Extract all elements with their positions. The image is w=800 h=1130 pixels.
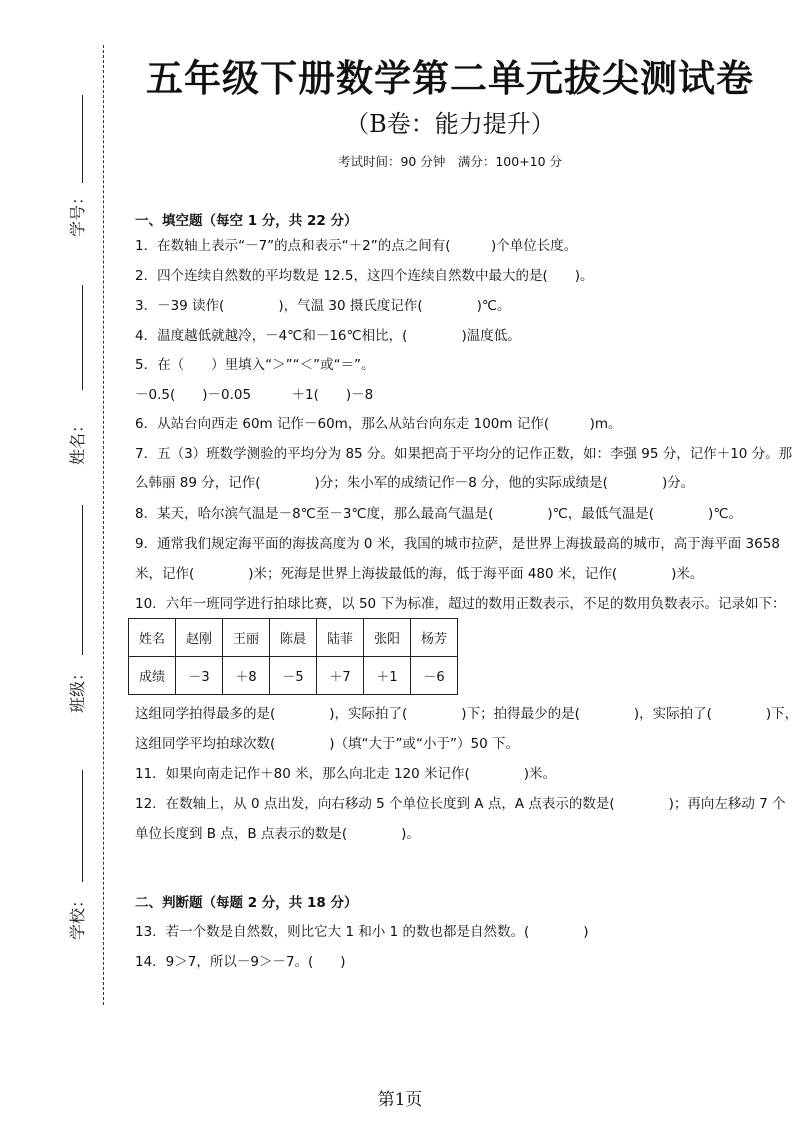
question-13: 13．若一个数是自然数，则比它大 1 和小 1 的数也都是自然数。( ) xyxy=(135,924,589,940)
question-12-line-1: 12．在数轴上，从 0 点出发，向右移动 5 个单位长度到 A 点，A 点表示的数是( )；再向左移动 7 个 xyxy=(135,796,786,812)
page-subtitle: （B卷：能力提升） xyxy=(345,110,555,138)
class-label: 班级： xyxy=(68,664,87,713)
student-id-label: 学号： xyxy=(68,188,87,237)
table-cell: 赵刚 xyxy=(176,619,223,657)
table-cell: －6 xyxy=(411,657,458,695)
table-cell: ＋7 xyxy=(317,657,364,695)
binding-dashed-line xyxy=(103,45,104,1005)
score-table xyxy=(128,618,458,695)
question-10-answer-line-2: 这组同学平均拍球次数( )（填“大于”或“小于”）50 下。 xyxy=(135,736,519,752)
exam-meta: 考试时间：90 分钟 满分：100+10 分 xyxy=(337,154,563,169)
table-cell: ＋1 xyxy=(364,657,411,695)
question-2: 2．四个连续自然数的平均数是 12.5，这四个连续自然数中最大的是( )。 xyxy=(135,268,594,284)
page-title: 五年级下册数学第二单元拔尖测试卷 xyxy=(146,56,754,100)
school-label: 学校： xyxy=(68,891,87,940)
question-10-answer-line-1: 这组同学拍得最多的是( )，实际拍了( )下；拍得最少的是( )，实际拍了( )下， xyxy=(135,706,799,722)
question-12-line-2: 单位长度到 B 点，B 点表示的数是( )。 xyxy=(135,826,420,842)
section-heading-true-false: 二、判断题（每题 2 分，共 18 分） xyxy=(135,895,358,911)
name-field[interactable] xyxy=(58,285,98,465)
table-cell: 张阳 xyxy=(364,619,411,657)
question-7-line-1: 7．五（3）班数学测验的平均分为 85 分。如果把高于平均分的记作正数，如：李强 95 分，记作＋10 分。那 xyxy=(135,446,793,462)
student-id-blank-line xyxy=(82,95,83,183)
question-11: 11．如果向南走记作＋80 米，那么向北走 120 米记作( )米。 xyxy=(135,766,557,782)
student-id-field[interactable] xyxy=(58,95,98,275)
question-10: 10．六年一班同学进行拍球比赛，以 50 下为标准，超过的数用正数表示，不足的数用负数表示。记录如下： xyxy=(135,596,786,612)
question-9-line-2: 米，记作( )米；死海是世界上海拔最低的海，低于海平面 480 米，记作( )米。 xyxy=(135,566,704,582)
table-header-row xyxy=(129,619,458,657)
question-3: 3．－39 读作( )，气温 30 摄氏度记作( )℃。 xyxy=(135,298,511,314)
class-field[interactable] xyxy=(58,505,98,715)
table-cell: 姓名 xyxy=(129,619,176,657)
table-cell: －3 xyxy=(176,657,223,695)
class-blank-line xyxy=(82,505,83,655)
table-cell: 陆菲 xyxy=(317,619,364,657)
school-field[interactable] xyxy=(58,770,98,960)
table-cell: 王丽 xyxy=(223,619,270,657)
question-5: 5．在（ ）里填入“＞”“＜”或“＝”。 xyxy=(135,357,375,373)
question-4: 4．温度越低就越冷，－4℃和－16℃相比，( )温度低。 xyxy=(135,328,521,344)
table-row xyxy=(129,657,458,695)
school-blank-line xyxy=(82,770,83,882)
table-cell: ＋8 xyxy=(223,657,270,695)
question-8: 8．某天，哈尔滨气温是－8℃至－3℃度，那么最高气温是( )℃，最低气温是( )℃。 xyxy=(135,506,742,522)
question-7-line-2: 么韩丽 89 分，记作( )分；朱小军的成绩记作－8 分，他的实际成绩是( )分。 xyxy=(135,475,695,491)
question-14: 14．9＞7，所以－9＞－7。( ) xyxy=(135,954,346,970)
table-cell: －5 xyxy=(270,657,317,695)
name-blank-line xyxy=(82,285,83,390)
table-cell: 成绩 xyxy=(129,657,176,695)
section-heading-fill-in: 一、填空题（每空 1 分，共 22 分） xyxy=(135,213,358,229)
question-9-line-1: 9．通常我们规定海平面的海拔高度为 0 米，我国的城市拉萨，是世界上海拔最高的城市，高于海平面 3658 xyxy=(135,536,780,552)
table-cell: 陈晨 xyxy=(270,619,317,657)
question-1: 1．在数轴上表示“－7”的点和表示“＋2”的点之间有( )个单位长度。 xyxy=(135,238,578,254)
page-number: 第1页 xyxy=(377,1090,423,1110)
table-cell: 杨芳 xyxy=(411,619,458,657)
question-5-items: －0.5( )－0.05 ＋1( )－8 xyxy=(135,387,374,403)
question-6: 6．从站台向西走 60m 记作－60m，那么从站台向东走 100m 记作( )m。 xyxy=(135,416,622,432)
name-label: 姓名： xyxy=(68,416,87,465)
